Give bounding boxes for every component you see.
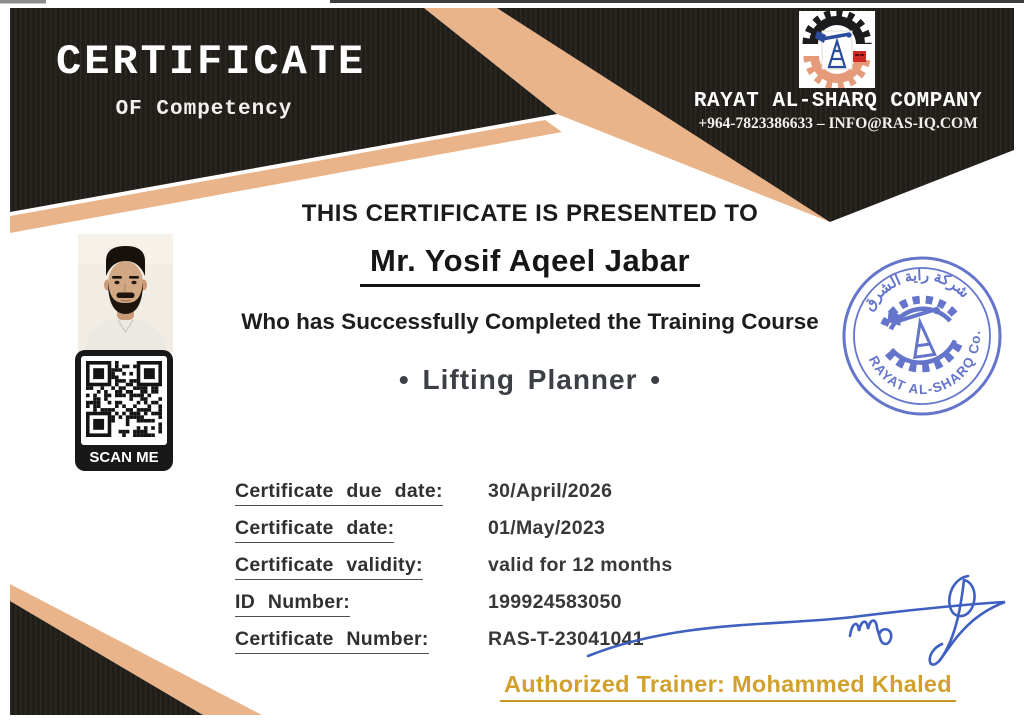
detail-value: RAS-T-23041041: [488, 628, 644, 650]
certificate-subtitle: OF Competency: [115, 98, 293, 121]
portrait-photo: [78, 234, 173, 352]
detail-label: Certificate due date:: [235, 480, 443, 506]
signature-icon: [568, 556, 1020, 686]
company-stamp: [836, 250, 1008, 422]
detail-label: ID Number:: [235, 591, 350, 617]
detail-label: Certificate Number:: [235, 628, 429, 654]
detail-value: 30/April/2026: [488, 480, 613, 502]
detail-value: valid for 12 months: [488, 554, 673, 576]
presented-line: THIS CERTIFICATE IS PRESENTED TO: [301, 200, 759, 227]
person-portrait-image: [78, 234, 173, 352]
course-name: • Lifting Planner •: [398, 364, 662, 395]
authorized-trainer-line: [398, 671, 1024, 702]
detail-label: Certificate validity:: [235, 554, 423, 580]
company-name: RAYAT AL-SHARQ COMPANY: [693, 90, 983, 113]
company-logo: [799, 11, 875, 88]
detail-value: 01/May/2023: [488, 517, 606, 539]
detail-value: 199924583050: [488, 591, 622, 613]
company-contact-line: +964-7823386633 – INFO@RAS-IQ.COM: [698, 115, 978, 132]
certificate-title: CERTIFICATE: [56, 38, 367, 86]
qr-label: SCAN ME: [89, 449, 159, 466]
completion-line: Who has Successfully Completed the Training Course: [241, 309, 819, 334]
oil-pumpjack-gear-logo-icon: [799, 11, 875, 88]
stamp-arabic-text: شركة راية الشرق: [860, 266, 973, 314]
detail-row: [0, 480, 1024, 510]
round-stamp-icon: [836, 250, 1008, 422]
authorized-trainer-text: Authorized Trainer: Mohammed Khaled: [500, 671, 956, 702]
trainer-signature: [568, 556, 1020, 686]
detail-row: [0, 517, 1024, 547]
qr-code: [75, 350, 173, 471]
detail-label: Certificate date:: [235, 517, 394, 543]
recipient-name-text: Mr. Yosif Aqeel Jabar: [360, 243, 700, 287]
svg-text:شركة راية الشرق: [856, 260, 974, 316]
stamp-latin-text: RAYAT AL-SHARQ Co.: [865, 329, 984, 398]
recipient-name: [160, 243, 900, 287]
qr-code-icon: [75, 350, 173, 471]
